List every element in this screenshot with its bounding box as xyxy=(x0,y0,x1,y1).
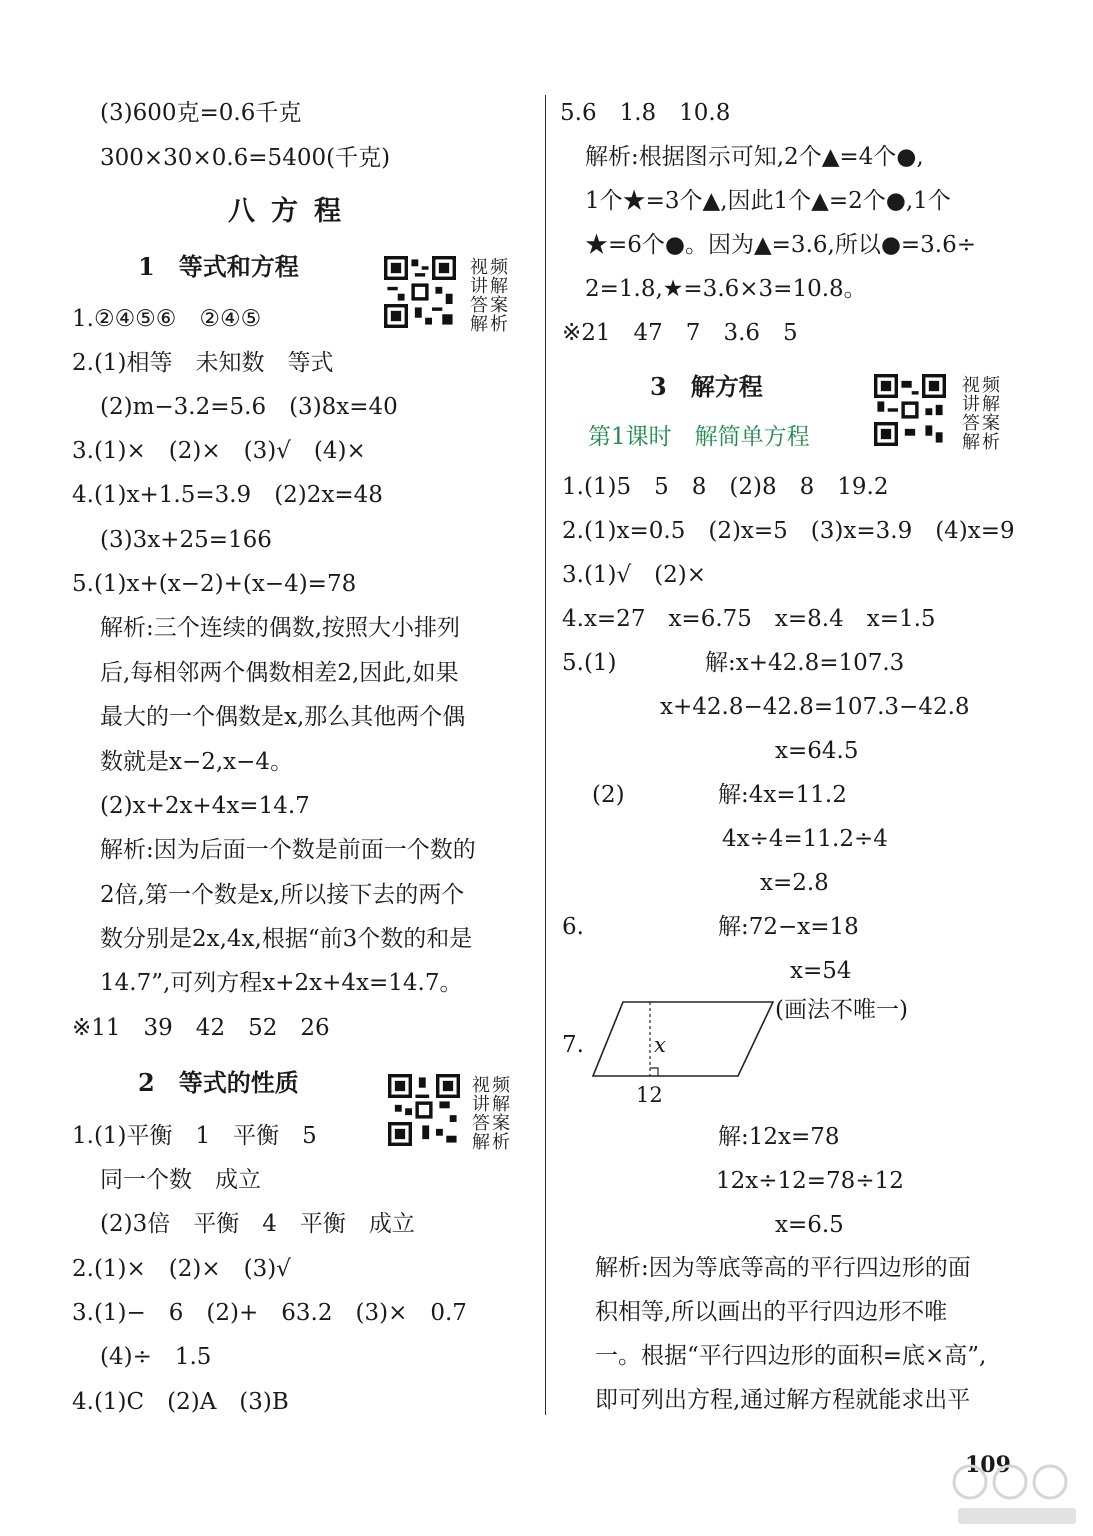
qr-code-icon[interactable] xyxy=(384,256,456,328)
equation-line: x+42.8−42.8=107.3−42.8 xyxy=(660,694,970,720)
column-separator xyxy=(545,95,546,1415)
section-title: 1 等式和方程 xyxy=(138,252,299,281)
analysis-line: 最大的一个偶数是x,那么其他两个偶 xyxy=(100,704,466,730)
equation-line: 解:x+42.8=107.3 xyxy=(705,650,905,676)
text-line: 5.(1) xyxy=(562,650,617,676)
equation-line: x=64.5 xyxy=(775,738,859,764)
equation-line: 12x÷12=78÷12 xyxy=(716,1168,904,1194)
analysis-line: 解析:三个连续的偶数,按照大小排列 xyxy=(100,615,461,641)
analysis-line: 解析:根据图示可知,2个▲=4个●, xyxy=(585,144,924,170)
text-line: (2)m−3.2=5.6 (3)8x=40 xyxy=(100,394,398,420)
analysis-line: 解析:因为等底等高的平行四边形的面 xyxy=(595,1255,971,1281)
analysis-line: 14.7”,可列方程x+2x+4x=14.7。 xyxy=(100,970,463,996)
equation-line: 解:72−x=18 xyxy=(718,914,859,940)
text-line: 6. xyxy=(562,914,584,940)
analysis-line: 2倍,第一个数是x,所以接下去的两个 xyxy=(100,882,465,908)
section-title: 2 等式的性质 xyxy=(138,1068,299,1097)
analysis-line: 数就是x−2,x−4。 xyxy=(100,749,294,775)
text-line: 300×30×0.6=5400(千克) xyxy=(100,145,391,171)
text-line: (3)600克=0.6千克 xyxy=(100,100,302,126)
text-line: ※21 47 7 3.6 5 xyxy=(562,320,798,346)
text-line: 3.(1)√ (2)× xyxy=(562,562,707,588)
analysis-line: 积相等,所以画出的平行四边形不唯 xyxy=(595,1299,948,1325)
text-line: (3)3x+25=166 xyxy=(100,527,272,553)
analysis-line: 1个★=3个▲,因此1个▲=2个●,1个 xyxy=(585,188,951,214)
text-line: 4.(1)C (2)A (3)B xyxy=(72,1389,289,1415)
text-line: 1.②④⑤⑥ ②④⑤ xyxy=(72,306,262,332)
equation-line: 4x÷4=11.2÷4 xyxy=(722,826,888,852)
lesson-title: 第1课时 解简单方程 xyxy=(588,424,810,450)
chapter-title: 八方程 xyxy=(228,196,357,227)
text-line: 5.6 1.8 10.8 xyxy=(560,100,731,126)
base-label: 12 xyxy=(636,1083,663,1107)
equation-line: x=2.8 xyxy=(760,870,829,896)
text-line: (2)x+2x+4x=14.7 xyxy=(100,793,310,819)
note-text: (画法不唯一) xyxy=(775,997,908,1023)
qr-code-icon[interactable] xyxy=(388,1074,460,1146)
text-line: 1.(1)5 5 8 (2)8 8 19.2 xyxy=(562,474,889,500)
analysis-line: 后,每相邻两个偶数相差2,因此,如果 xyxy=(100,660,459,686)
text-line: 3.(1)− 6 (2)+ 63.2 (3)× 0.7 xyxy=(72,1300,467,1326)
analysis-line: ★=6个●。因为▲=3.6,所以●=3.6÷ xyxy=(585,232,977,258)
qr-caption: 视频讲解答案解析 xyxy=(470,257,510,335)
height-label: x xyxy=(654,1033,666,1057)
analysis-line: 数分别是2x,4x,根据“前3个数的和是 xyxy=(100,926,473,952)
text-line: (2)3倍 平衡 4 平衡 成立 xyxy=(100,1211,415,1237)
equation-line: x=6.5 xyxy=(775,1212,844,1238)
qr-caption: 视频讲解答案解析 xyxy=(962,375,1002,453)
text-line: 同一个数 成立 xyxy=(100,1167,261,1193)
text-line: 4.(1)x+1.5=3.9 (2)2x=48 xyxy=(72,482,383,508)
analysis-line: 解析:因为后面一个数是前面一个数的 xyxy=(100,837,476,863)
section-title: 3 解方程 xyxy=(650,372,763,401)
page-number: 109 xyxy=(965,1452,1011,1478)
text-line: 3.(1)× (2)× (3)√ (4)× xyxy=(72,438,366,464)
analysis-line: 2=1.8,★=3.6×3=10.8。 xyxy=(585,276,867,302)
text-line: 7. xyxy=(562,1032,584,1058)
text-line: 5.(1)x+(x−2)+(x−4)=78 xyxy=(72,571,357,597)
equation-line: x=54 xyxy=(790,958,852,984)
qr-code-icon[interactable] xyxy=(874,374,946,446)
qr-caption: 视频讲解答案解析 xyxy=(472,1075,512,1153)
analysis-line: 一。根据“平行四边形的面积=底×高”, xyxy=(595,1343,987,1369)
text-line: 4.x=27 x=6.75 x=8.4 x=1.5 xyxy=(562,606,936,632)
text-line: (2) xyxy=(592,782,625,808)
text-line: 2.(1)相等 未知数 等式 xyxy=(72,350,334,376)
parallelogram-figure xyxy=(588,994,778,1084)
equation-line: 解:4x=11.2 xyxy=(718,782,847,808)
text-line: ※11 39 42 52 26 xyxy=(72,1015,330,1041)
text-line: 1.(1)平衡 1 平衡 5 xyxy=(72,1123,317,1149)
watermark-logo xyxy=(952,1460,1082,1530)
text-line: 2.(1)× (2)× (3)√ xyxy=(72,1256,291,1282)
text-line: (4)÷ 1.5 xyxy=(100,1344,212,1370)
text-line: 2.(1)x=0.5 (2)x=5 (3)x=3.9 (4)x=9 xyxy=(562,518,1015,544)
analysis-line: 即可列出方程,通过解方程就能求出平 xyxy=(595,1387,971,1413)
equation-line: 解:12x=78 xyxy=(718,1124,840,1150)
